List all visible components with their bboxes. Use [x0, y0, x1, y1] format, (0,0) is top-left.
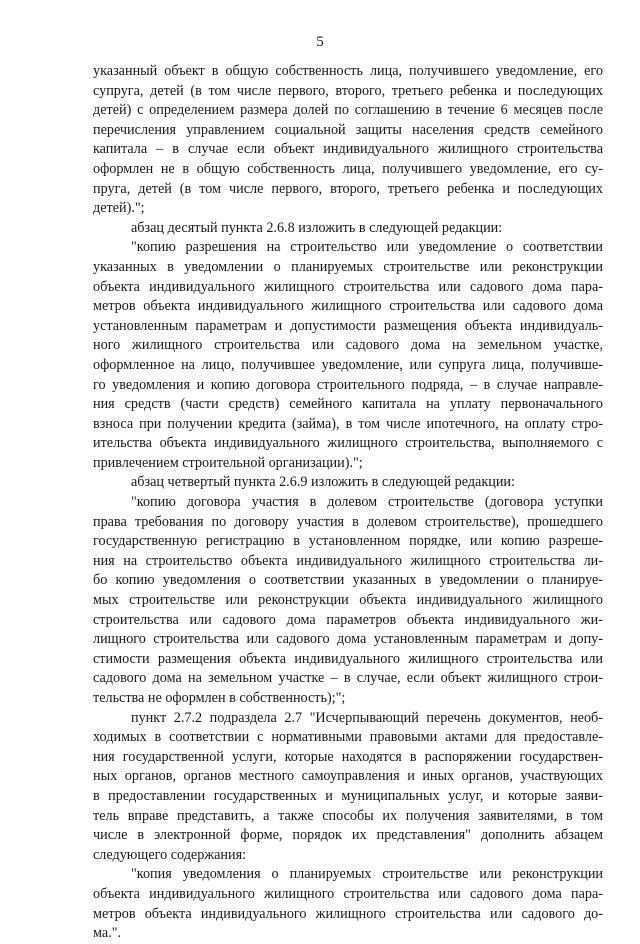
text-line: в предоставлении государственных и муниципальных услуг, и которые заяви- — [93, 787, 603, 804]
text-line: государственную регистрацию в установленном порядке, или копию разреше- — [93, 533, 603, 550]
text-line: тельства не оформлен в собственность);"; — [93, 690, 346, 706]
text-line: перечисления управлением социальной защиты населения средств семейного — [93, 121, 603, 138]
page-number: 5 — [316, 34, 324, 50]
text-line: указанный объект в общую собственность лица, получившего уведомление, его — [93, 63, 603, 79]
text-line: строительства или садового дома параметров объекта индивидуального жи- — [93, 611, 603, 628]
text-line: взноса при получении кредита (займа), в том числе ипотечного, на оплату стро- — [93, 415, 603, 432]
text-line: ительства объекта индивидуального жилищного строительства, выполняемого с — [93, 435, 603, 452]
text-line: пруга, детей (в том числе первого, второго, третьего ребенка и последующих — [93, 180, 603, 197]
text-line: абзац четвертый пункта 2.6.9 изложить в следующей редакции: — [131, 474, 515, 491]
text-line: лищного строительства или садового дома установленным параметрам и допу- — [93, 631, 603, 648]
text-line: капитала – в случае если объект индивидуального жилищного строительства — [93, 141, 603, 158]
text-line: установленным параметрам и допустимости размещения объекта индивидуаль- — [93, 317, 603, 334]
text-line: абзац десятый пункта 2.6.8 изложить в следующей редакции: — [131, 219, 503, 236]
text-line: объекта индивидуального жилищного строительства или садового дома пара- — [93, 278, 603, 295]
text-line: мых строительстве или реконструкции объекта индивидуального жилищного — [93, 592, 603, 609]
text-line: го уведомления и копию договора строительного подряда, – в случае направле- — [93, 376, 603, 393]
text-line: "копия уведомления о планируемых строительстве или реконструкции — [131, 866, 603, 883]
text-line: детей)."; — [93, 200, 145, 217]
text-line: бо копию уведомления о соответствии указанных в уведомлении о планируе- — [93, 572, 603, 589]
text-line: метров объекта индивидуального жилищного строительства или садового до- — [93, 905, 603, 922]
text-line: следующего содержания: — [93, 846, 247, 863]
text-line: привлечением строительной организации)."; — [93, 454, 363, 471]
text-line: объекта индивидуального жилищного строительства или садового дома пара- — [93, 885, 603, 902]
text-line: супруга, детей (в том числе первого, второго, третьего ребенка и последующих — [93, 82, 603, 99]
text-line: ходимых в соответствии с нормативными правовыми актами для предоставле- — [93, 729, 603, 746]
text-line: "копию договора участия в долевом строительстве (договора уступки — [131, 494, 603, 511]
text-line: ния государственной услуги, которые находятся в распоряжении государствен- — [93, 748, 603, 765]
text-line: оформленное на лицо, получившее уведомление, или супруга лица, получивше- — [93, 356, 603, 373]
text-line: тель вправе представить, а также способы их получения заявителями, в том — [93, 807, 603, 824]
text-line: числе в электронной форме, порядок их представления" дополнить абзацем — [93, 827, 603, 844]
text-line: ма.". — [93, 925, 122, 942]
text-line: права требования по договору участия в долевом строительстве), прошедшего — [93, 513, 603, 530]
text-line: "копию разрешения на строительство или уведомление о соответствии — [131, 239, 603, 256]
text-line: стимости размещения объекта индивидуального жилищного строительства или — [93, 650, 603, 667]
text-line: садового дома на земельном участке – в случае, если объект жилищного строи- — [93, 670, 603, 687]
text-line: ния средств (части средств) семейного капитала на уплату первоначального — [93, 396, 603, 413]
text-line: детей) с определением размера долей по соглашению в течение 6 месяцев после — [93, 102, 603, 119]
text-line: ния на строительство объекта индивидуального жилищного строительства ли- — [93, 552, 603, 569]
text-line: ных органов, органов местного самоуправления и иных органов, участвующих — [93, 768, 603, 785]
document-body — [93, 62, 603, 944]
text-line: ного жилищного строительства или садового дома на земельном участке, — [93, 337, 603, 354]
text-line: указанных в уведомлении о планируемых строительстве или реконструкции — [93, 258, 603, 275]
text-line: метров объекта индивидуального жилищного строительства или садового дома — [93, 298, 603, 315]
text-line: оформлен не в общую собственность лица, получившего уведомление, его су- — [93, 160, 603, 177]
text-line: пункт 2.7.2 подраздела 2.7 "Исчерпывающий перечень документов, необ- — [131, 709, 603, 726]
